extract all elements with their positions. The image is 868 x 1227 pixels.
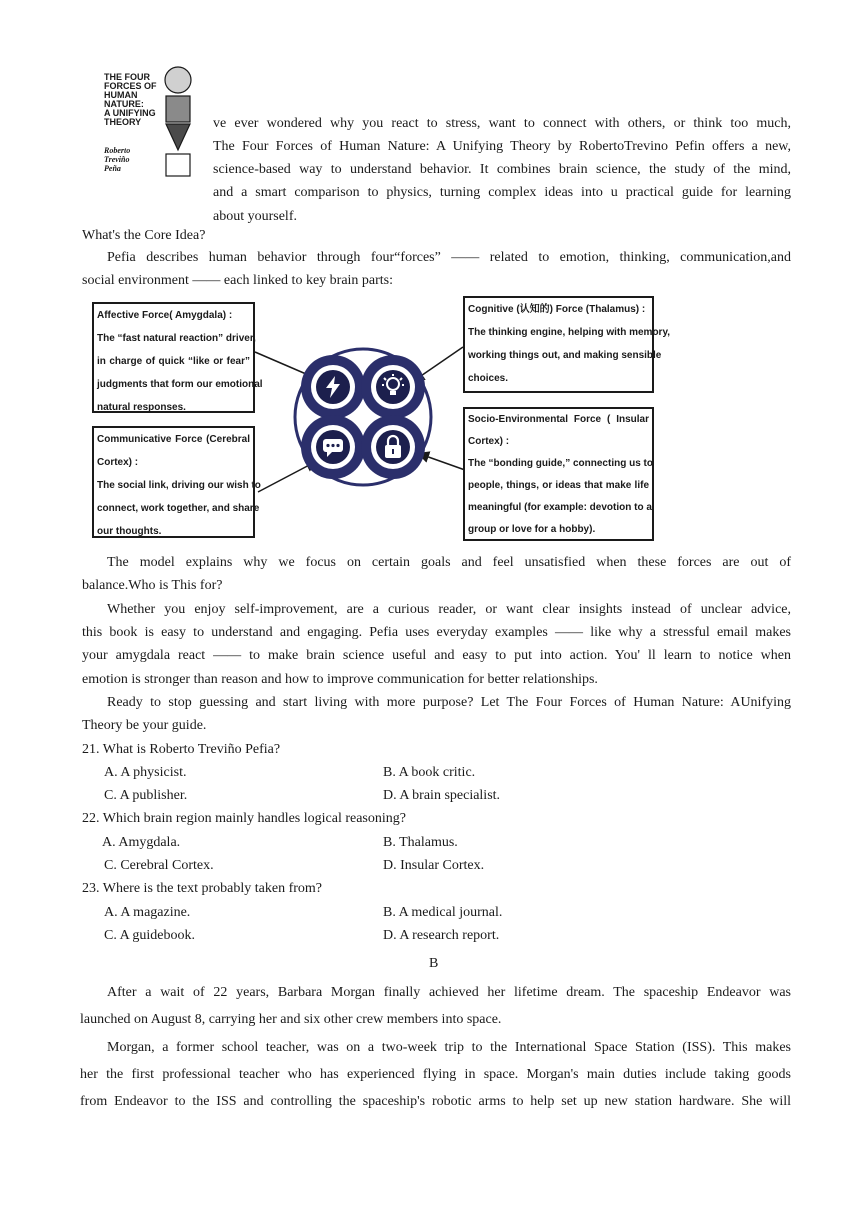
ready-line: Ready to stop guessing and start living with more purpose? Let The Four Forces of Human Nature: AUnifying xyxy=(107,695,791,710)
intro-line: The Four Forces of Human Nature: A Unifying Theory by RobertoTrevino Pefin offers a new, xyxy=(213,139,791,154)
cognitive-title: Cognitive (认知的) Force (Thalamus) : xyxy=(468,304,646,315)
cover-title-line: FORCES OF xyxy=(104,81,157,91)
cover-title xyxy=(104,73,166,127)
socio-line: meaningful (for example: devotion to a xyxy=(468,502,652,513)
socio-line: group or love for a hobby). xyxy=(468,524,596,535)
whether-line: this book is easy to understand and engaging. Pefia uses everyday examples —— like why a stressful email makes xyxy=(82,625,791,640)
cover-author-line: Treviño xyxy=(104,155,130,164)
intro-line: about yourself. xyxy=(213,209,297,224)
book-cover xyxy=(100,64,200,180)
cover-title-line: A UNIFYING xyxy=(104,108,156,118)
section-b-line: Morgan, a former school teacher, was on a two-week trip to the International Space Station (ISS). This makes xyxy=(107,1040,791,1055)
question-stem: 22. Which brain region mainly handles logical reasoning? xyxy=(82,811,406,826)
cover-title-line: THEORY xyxy=(104,117,142,127)
cover-author-line: Peña xyxy=(104,164,121,173)
affective-line: natural responses. xyxy=(97,402,186,413)
cover-title-line: THE FOUR xyxy=(104,72,150,82)
lightbulb-icon xyxy=(381,373,405,401)
question-stem: 23. Where is the text probably taken from? xyxy=(82,881,322,896)
option-a: A. A physicist. xyxy=(104,765,187,780)
intro-line: and a smart comparison to physics, turning complex ideas into u practical guide for learning xyxy=(213,185,791,200)
affective-force-box xyxy=(92,302,263,413)
core-heading: What's the Core Idea? xyxy=(82,228,206,243)
cognitive-line: The thinking engine, helping with memory, xyxy=(468,327,671,338)
intro-line: science-based way to understand behavior. It combines brain science, the study of the mind, xyxy=(213,162,791,177)
core-line: Pefia describes human behavior through four“forces” —— related to emotion, thinking, communication,and xyxy=(107,250,791,265)
affective-line: in charge of quick “like or fear” xyxy=(97,356,250,367)
cover-title-line: NATURE: xyxy=(104,99,144,109)
cover-author-line: Roberto xyxy=(104,146,131,155)
option-a: A. Amygdala. xyxy=(102,835,181,850)
affective-line: The “fast natural reaction” driver, xyxy=(97,333,256,344)
whether-line: emotion is stronger than reason and how to improve communication for better relationships. xyxy=(82,672,598,687)
option-c: C. Cerebral Cortex. xyxy=(104,858,214,873)
option-b: B. A book critic. xyxy=(383,765,476,780)
socio-line: The “bonding guide,” connecting us to xyxy=(468,458,653,469)
option-c: C. A publisher. xyxy=(104,788,188,803)
section-b-line: After a wait of 22 years, Barbara Morgan finally achieved her lifetime dream. The spaceship Endeavor was xyxy=(107,985,791,1000)
intro-line: ve ever wondered why you react to stress, want to connect with others, or think too much, xyxy=(213,116,791,131)
affective-line: judgments that form our emotional xyxy=(97,379,263,390)
option-b: B. Thalamus. xyxy=(383,835,458,850)
option-d: D. A brain specialist. xyxy=(383,788,501,803)
model-line: balance.Who is This for? xyxy=(82,578,223,593)
communicative-line: The social link, driving our wish to xyxy=(97,480,261,491)
option-b: B. A medical journal. xyxy=(383,905,503,920)
cover-title-line: HUMAN xyxy=(104,90,138,100)
communicative-line: connect, work together, and share xyxy=(97,503,260,514)
four-forces-diagram xyxy=(80,292,671,542)
section-heading: B xyxy=(429,956,439,971)
cover-author xyxy=(104,146,154,173)
model-line: The model explains why we focus on certain goals and feel unsatisfied when these forces are out of xyxy=(107,555,791,570)
cognitive-line: choices. xyxy=(468,373,509,384)
option-d: D. Insular Cortex. xyxy=(383,858,485,873)
lock-icon xyxy=(383,434,403,460)
whether-line: your amygdala react —— to make brain science useful and easy to put into action. You' ll learn to notice when xyxy=(82,648,791,663)
cognitive-force-box xyxy=(463,296,671,393)
core-line: social environment —— each linked to key brain parts: xyxy=(82,273,394,288)
option-d: D. A research report. xyxy=(383,928,500,943)
socio-line: people, things, or ideas that make life xyxy=(468,480,649,491)
question-stem: 21. What is Roberto Treviño Pefia? xyxy=(82,742,281,757)
lightning-icon xyxy=(323,375,343,399)
communicative-line: our thoughts. xyxy=(97,526,162,537)
chat-bubble-icon xyxy=(321,437,345,459)
socio-title: Socio-Environmental Force ( Insular xyxy=(468,414,649,425)
center-icon-cluster xyxy=(288,342,438,492)
communicative-line: Cortex) : xyxy=(97,457,139,468)
communicative-force-box xyxy=(92,426,261,538)
whether-line: Whether you enjoy self-improvement, are a curious reader, or want clear insights instead of unclear advice, xyxy=(107,602,791,617)
communicative-title: Communicative Force (Cerebral xyxy=(97,434,250,445)
center-cluster-graphic xyxy=(288,342,438,492)
ready-line: Theory be your guide. xyxy=(82,718,207,733)
affective-title: Affective Force( Amygdala) : xyxy=(97,310,233,321)
section-b-line: from Endeavor to the ISS and controlling the spaceship's robotic arms to help set up new station hardware. She will xyxy=(80,1094,791,1109)
cover-graphic xyxy=(162,64,194,180)
socio-line: Cortex) : xyxy=(468,436,510,447)
option-a: A. A magazine. xyxy=(104,905,191,920)
socio-environmental-force-box xyxy=(463,407,654,541)
section-b-line: launched on August 8, carrying her and six other crew members into space. xyxy=(80,1012,502,1027)
option-c: C. A guidebook. xyxy=(104,928,196,943)
section-b-line: her the first professional teacher who has experienced flying in space. Morgan's main duties include taking goods xyxy=(80,1067,791,1082)
cognitive-line: working things out, and making sensible xyxy=(468,350,662,361)
